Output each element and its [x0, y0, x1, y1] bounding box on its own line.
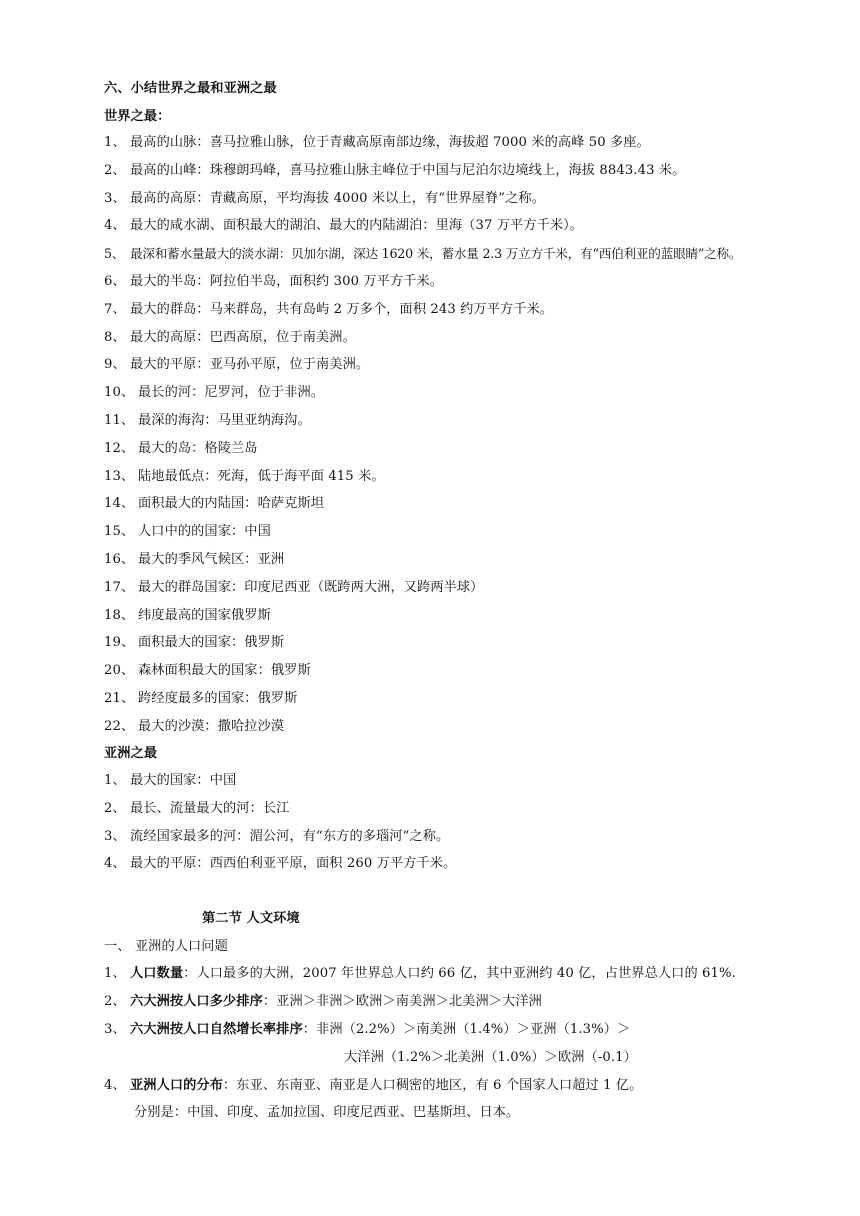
list-item-number: 8、 [104, 330, 126, 345]
list-item [104, 991, 542, 1013]
list-item [104, 466, 385, 488]
list-item-text: ：非洲（2.2%）＞南美洲（1.4%）＞亚洲（1.3%）＞ [302, 1022, 631, 1037]
list-item-label: 六大洲按人口自然增长率排序 [130, 1022, 303, 1037]
section-title: 第二节 人文环境 [202, 911, 300, 926]
list-item-number: 16、 [104, 552, 135, 567]
list-item [104, 826, 449, 848]
list-item-number: 20、 [104, 663, 135, 678]
list-item [104, 1075, 643, 1097]
list-item-number: 12、 [104, 441, 135, 456]
list-item [104, 688, 297, 710]
list-item-number: 13、 [104, 469, 135, 484]
list-item-number: 3、 [104, 829, 126, 844]
list-item-number: 1、 [104, 773, 126, 788]
list-item [104, 716, 284, 738]
list-item [104, 963, 736, 985]
list-item-number: 5、 [104, 246, 125, 261]
list-item [104, 382, 324, 404]
list-item [104, 521, 271, 543]
list-item-number: 7、 [104, 302, 126, 317]
list-item-number: 4、 [104, 1078, 126, 1093]
list-item-number: 21、 [104, 691, 135, 706]
list-item-text: 最长的河：尼罗河，位于非洲。 [138, 385, 325, 400]
list-item-text: 最深的海沟：马里亚纳海沟。 [138, 413, 311, 428]
list-item-text: 流经国家最多的河：湄公河，有“东方的多瑙河”之称。 [130, 829, 450, 844]
list-item-text: 最大的平原：亚马孙平原，位于南美洲。 [130, 357, 370, 372]
list-item-number: 18、 [104, 608, 135, 623]
summary-heading: 六、小结世界之最和亚洲之最 [104, 81, 277, 96]
list-item [104, 410, 311, 432]
list-item [104, 243, 741, 265]
list-item [104, 493, 324, 515]
list-item [104, 605, 271, 627]
asia-records-title: 亚洲之最 [104, 746, 158, 761]
list-item-number: 15、 [104, 524, 135, 539]
world-records-title: 世界之最： [104, 109, 171, 124]
list-item-text: 最高的山脉：喜马拉雅山脉，位于青藏高原南部边缘，海拔超 7000 米的高峰 50 多座。 [130, 135, 650, 150]
list-item-number: 11、 [104, 413, 135, 428]
list-item-text: 最大的沙漠：撒哈拉沙漠 [138, 719, 285, 734]
list-item [104, 188, 545, 210]
list-item [104, 215, 583, 237]
list-item-text: 最大的群岛国家：印度尼西亚（既跨两大洲，又跨两半球） [138, 580, 484, 595]
list-item-label: 亚洲人口的分布 [130, 1078, 224, 1093]
list-item-number: 9、 [104, 357, 126, 372]
list-item [104, 660, 311, 682]
list-item-text: 最大的国家：中国 [130, 773, 237, 788]
list-item-number: 4、 [104, 856, 126, 871]
list-item-text: 纬度最高的国家俄罗斯 [138, 608, 271, 623]
list-item-text: 最大的岛：格陵兰岛 [138, 441, 258, 456]
list-item-text: 最高的山峰：珠穆朗玛峰，喜马拉雅山脉主峰位于中国与尼泊尔边境线上，海拔 8843.43 米。 [130, 163, 686, 178]
list-item-text: 跨经度最多的国家：俄罗斯 [138, 691, 298, 706]
list-item-text: 最大的季风气候区：亚洲 [138, 552, 285, 567]
list-item [104, 132, 650, 154]
list-item [104, 271, 443, 293]
item4-continuation: 分别是：中国、印度、孟加拉国、印度尼西亚、巴基斯坦、日本。 [134, 1105, 520, 1120]
list-item [104, 549, 284, 571]
list-item-text: 最大的平原：西西伯利亚平原，面积 260 万平方千米。 [130, 856, 457, 871]
list-item-text: 最大的半岛：阿拉伯半岛，面积约 300 万平方千米。 [130, 274, 444, 289]
list-item-number: 14、 [104, 496, 135, 511]
list-item [104, 632, 284, 654]
list-item-number: 4、 [104, 218, 126, 233]
list-item-label: 六大洲按人口多少排序 [130, 994, 263, 1009]
list-item [104, 299, 553, 321]
list-item-number: 19、 [104, 635, 135, 650]
list-item-number: 1、 [104, 966, 126, 981]
list-item-text: ：亚洲＞非洲＞欧洲＞南美洲＞北美洲＞大洋洲 [262, 994, 542, 1009]
list-item-number: 10、 [104, 385, 135, 400]
list-item-text: 最长、流量最大的河：长江 [130, 801, 290, 816]
list-item-number: 6、 [104, 274, 126, 289]
list-item [104, 1019, 630, 1041]
list-item [104, 577, 483, 599]
list-item-text: 面积最大的内陆国：哈萨克斯坦 [138, 496, 325, 511]
list-item-label: 人口数量 [130, 966, 184, 981]
list-item-number: 3、 [104, 191, 126, 206]
item3-continuation: 大洋洲（1.2%＞北美洲（1.0%）＞欧洲（-0.1） [344, 1050, 637, 1065]
list-item [104, 853, 456, 875]
list-item-text: ：东亚、东南亚、南亚是人口稠密的地区，有 6 个国家人口超过 1 亿。 [223, 1078, 643, 1093]
list-item-text: 面积最大的国家：俄罗斯 [138, 635, 285, 650]
list-item [104, 770, 236, 792]
list-item [104, 438, 258, 460]
list-item-text: 最深和蓄水量最大的淡水湖：贝加尔湖，深达 1620 米，蓄水量 2.3 万立方千米，有“西伯利亚的蓝眼睛”之称。 [130, 246, 742, 261]
list-item-text: 最大的高原：巴西高原，位于南美洲。 [130, 330, 356, 345]
list-item-number: 2、 [104, 163, 126, 178]
list-item-number: 17、 [104, 580, 135, 595]
list-item-text: 人口中的的国家：中国 [138, 524, 271, 539]
list-item-number: 1、 [104, 135, 126, 150]
list-item-number: 2、 [104, 801, 126, 816]
list-item-text: ：人口最多的大洲，2007 年世界总人口约 66 亿，其中亚洲约 40 亿，占世界总人口的 61%. [183, 966, 736, 981]
list-item-text: 陆地最低点：死海，低于海平面 415 米。 [138, 469, 385, 484]
list-item [104, 160, 685, 182]
list-item-text: 最高的高原：青藏高原，平均海拔 4000 米以上，有“世界屋脊”之称。 [130, 191, 545, 206]
list-item-text: 最大的群岛：马来群岛，共有岛屿 2 万多个，面积 243 约万平方千米。 [130, 302, 554, 317]
population-sub-heading: 一、 亚洲的人口问题 [104, 939, 228, 954]
list-item [104, 327, 356, 349]
list-item [104, 354, 369, 376]
list-item-text: 最大的咸水湖、面积最大的湖泊、最大的内陆湖泊：里海（37 万平方千米）。 [130, 218, 584, 233]
list-item-number: 3、 [104, 1022, 126, 1037]
list-item-text: 森林面积最大的国家：俄罗斯 [138, 663, 311, 678]
list-item-number: 22、 [104, 719, 135, 734]
list-item [104, 798, 289, 820]
list-item-number: 2、 [104, 994, 126, 1009]
